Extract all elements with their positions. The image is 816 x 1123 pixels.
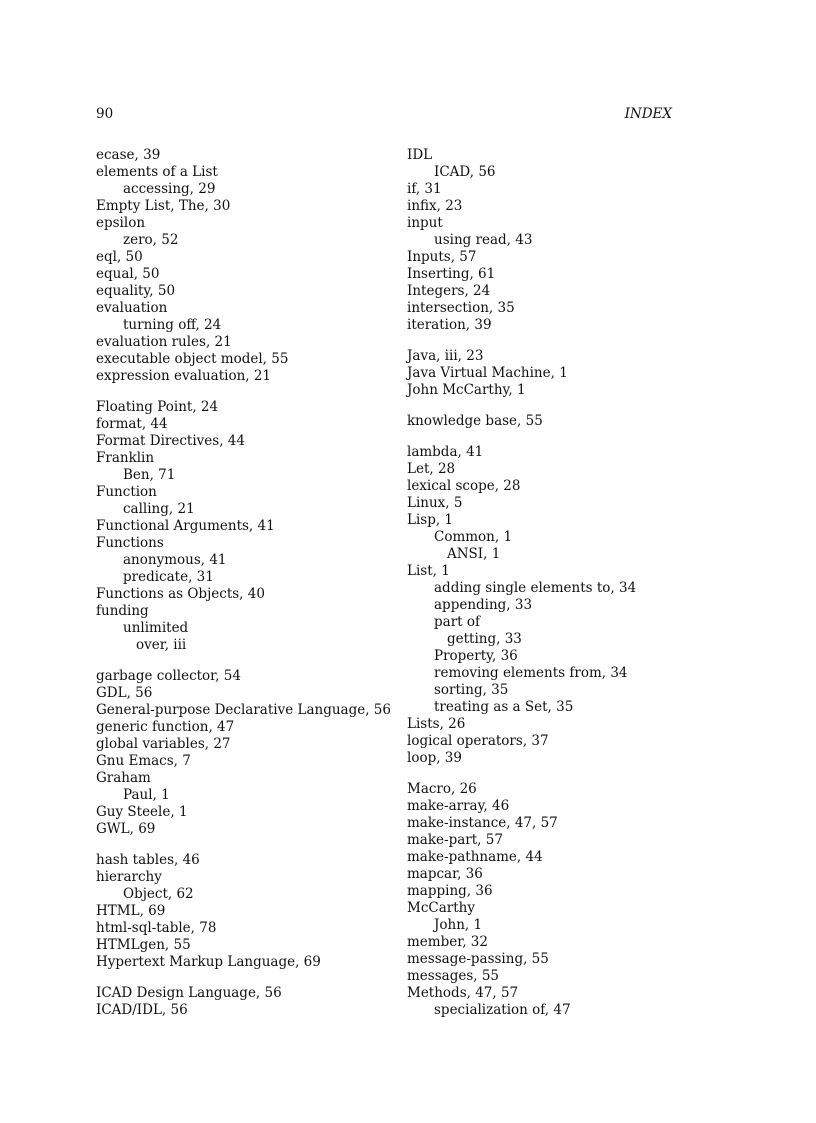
index-entry: equality, 50: [96, 283, 176, 299]
index-entry: knowledge base, 55: [407, 413, 543, 429]
index-entry: make-array, 46: [407, 798, 510, 814]
index-subentry: sorting, 35: [434, 682, 509, 698]
index-subentry: anonymous, 41: [123, 552, 227, 568]
index-entry: ICAD/IDL, 56: [96, 1002, 188, 1018]
index-subentry: Paul, 1: [123, 787, 170, 803]
index-entry: Gnu Emacs, 7: [96, 753, 191, 769]
index-subentry: ANSI, 1: [447, 546, 501, 562]
index-subentry: Ben, 71: [123, 467, 176, 483]
index-subentry: Object, 62: [123, 886, 194, 902]
index-entry: executable object model, 55: [96, 351, 289, 367]
index-subentry: Common, 1: [434, 529, 513, 545]
index-entry: input: [407, 215, 443, 231]
index-subentry: calling, 21: [123, 501, 195, 517]
index-entry: evaluation rules, 21: [96, 334, 232, 350]
index-subentry: ICAD, 56: [434, 164, 496, 180]
index-entry: logical operators, 37: [407, 733, 549, 749]
index-subentry: Property, 36: [434, 648, 518, 664]
index-entry: messages, 55: [407, 968, 500, 984]
index-entry: infix, 23: [407, 198, 463, 214]
index-entry: Macro, 26: [407, 781, 477, 797]
index-entry: GWL, 69: [96, 821, 156, 837]
index-subentry: using read, 43: [434, 232, 533, 248]
index-entry: Let, 28: [407, 461, 456, 477]
index-entry: Inserting, 61: [407, 266, 496, 282]
index-entry: make-pathname, 44: [407, 849, 543, 865]
index-entry: Function: [96, 484, 157, 500]
index-entry: Franklin: [96, 450, 155, 466]
index-entry: Lists, 26: [407, 716, 466, 732]
index-entry: McCarthy: [407, 900, 475, 916]
index-entry: loop, 39: [407, 750, 462, 766]
index-entry: evaluation: [96, 300, 168, 316]
index-subentry: appending, 33: [434, 597, 533, 613]
index-entry: if, 31: [407, 181, 442, 197]
index-entry: lexical scope, 28: [407, 478, 521, 494]
index-entry: intersection, 35: [407, 300, 515, 316]
index-entry: iteration, 39: [407, 317, 492, 333]
index-entry: IDL: [407, 147, 433, 163]
index-letter-gap: [96, 385, 396, 399]
index-letter-gap: [96, 971, 396, 985]
index-letter-gap: [96, 654, 396, 668]
index-entry: Hypertext Markup Language, 69: [96, 954, 321, 970]
index-subentry: part of: [434, 614, 480, 630]
index-subentry: over, iii: [136, 637, 187, 653]
index-entry: Methods, 47, 57: [407, 985, 519, 1001]
index-entry: Functions: [96, 535, 164, 551]
index-entry: Floating Point, 24: [96, 399, 219, 415]
index-entry: Functional Arguments, 41: [96, 518, 275, 534]
index-entry: html-sql-table, 78: [96, 920, 217, 936]
index-entry: format, 44: [96, 416, 168, 432]
index-subentry: predicate, 31: [123, 569, 214, 585]
index-entry: ecase, 39: [96, 147, 161, 163]
index-entry: equal, 50: [96, 266, 160, 282]
index-subentry: removing elements from, 34: [434, 665, 628, 681]
index-entry: Inputs, 57: [407, 249, 477, 265]
index-entry: message-passing, 55: [407, 951, 549, 967]
index-entry: HTML, 69: [96, 903, 166, 919]
index-entry: funding: [96, 603, 149, 619]
index-entry: Guy Steele, 1: [96, 804, 188, 820]
index-subentry: unlimited: [123, 620, 189, 636]
index-entry: Linux, 5: [407, 495, 463, 511]
index-entry: make-instance, 47, 57: [407, 815, 558, 831]
index-letter-gap: [407, 334, 707, 348]
index-entry: global variables, 27: [96, 736, 231, 752]
index-entry: eql, 50: [96, 249, 143, 265]
index-entry: Empty List, The, 30: [96, 198, 231, 214]
index-column-left: [96, 147, 396, 1019]
index-subentry: getting, 33: [447, 631, 522, 647]
page-number: 90: [96, 106, 114, 122]
index-entry: General-purpose Declarative Language, 56: [96, 702, 391, 718]
running-head: INDEX: [624, 106, 672, 122]
index-entry: hash tables, 46: [96, 852, 200, 868]
index-entry: generic function, 47: [96, 719, 235, 735]
index-entry: epsilon: [96, 215, 146, 231]
index-entry: Graham: [96, 770, 151, 786]
index-entry: mapcar, 36: [407, 866, 483, 882]
index-letter-gap: [407, 767, 707, 781]
index-entry: List, 1: [407, 563, 450, 579]
index-entry: Integers, 24: [407, 283, 491, 299]
index-letter-gap: [407, 430, 707, 444]
index-entry: mapping, 36: [407, 883, 493, 899]
index-column-right: [407, 147, 707, 1019]
index-entry: HTMLgen, 55: [96, 937, 191, 953]
index-entry: Java, iii, 23: [407, 348, 484, 364]
index-entry: hierarchy: [96, 869, 162, 885]
index-entry: GDL, 56: [96, 685, 153, 701]
index-subentry: accessing, 29: [123, 181, 216, 197]
index-entry: John McCarthy, 1: [407, 382, 526, 398]
index-entry: Functions as Objects, 40: [96, 586, 265, 602]
index-entry: Format Directives, 44: [96, 433, 245, 449]
index-subentry: adding single elements to, 34: [434, 580, 637, 596]
index-entry: expression evaluation, 21: [96, 368, 272, 384]
index-letter-gap: [407, 399, 707, 413]
index-subentry: treating as a Set, 35: [434, 699, 574, 715]
index-letter-gap: [96, 838, 396, 852]
index-entry: garbage collector, 54: [96, 668, 241, 684]
index-entry: elements of a List: [96, 164, 218, 180]
index-entry: ICAD Design Language, 56: [96, 985, 282, 1001]
index-entry: lambda, 41: [407, 444, 484, 460]
index-subentry: John, 1: [434, 917, 483, 933]
index-entry: Lisp, 1: [407, 512, 454, 528]
index-subentry: turning off, 24: [123, 317, 222, 333]
index-entry: make-part, 57: [407, 832, 503, 848]
index-entry: Java Virtual Machine, 1: [407, 365, 568, 381]
index-entry: member, 32: [407, 934, 488, 950]
index-subentry: specialization of, 47: [434, 1002, 571, 1018]
index-subentry: zero, 52: [123, 232, 179, 248]
